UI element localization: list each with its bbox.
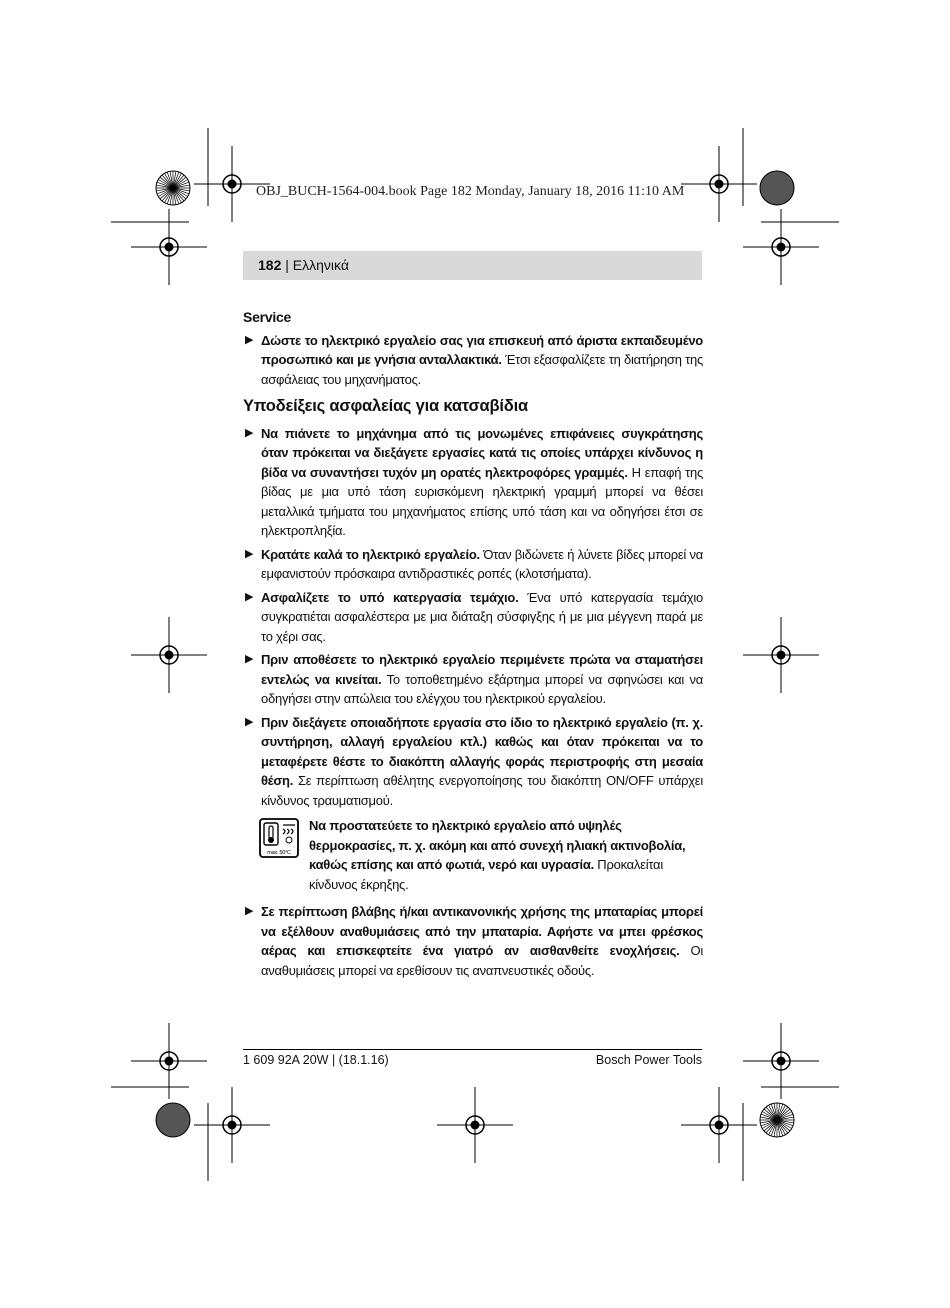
list-item <box>243 902 703 980</box>
thermometer-sun-icon <box>259 818 299 858</box>
registration-mark <box>131 617 207 693</box>
footer-divider <box>243 1049 702 1050</box>
list-item <box>243 588 703 647</box>
page-header <box>258 257 349 273</box>
item-bold-text: Ασφαλίζετε το υπό κατεργασία τεμάχιο. <box>261 589 519 605</box>
item-bold-text: Κρατάτε καλά το ηλεκτρικό εργαλείο. <box>261 546 480 562</box>
item-text: Ένα υπό κατεργασία τεμάχιο συγκρατιέται ασφαλέστερα με μια διάταξη σύσφιγξης ή με μια μέγγενη παρά με το χέρι σας. <box>261 589 703 644</box>
grey-dot-mark <box>760 171 794 205</box>
bullet-arrow-icon: ▶ <box>245 426 254 439</box>
footer-brand: Bosch Power Tools <box>595 1053 702 1067</box>
registration-mark <box>681 146 757 222</box>
item-bold-text: Σε περίπτωση βλάβης ή/και αντικανονικής χρήσης της μπαταρίας μπορεί να εξέλθουν αναθυμιάσεις από την μπαταρία. Αφήστε να μπει φρέσκος αέρας και επισκεφτείτε ένα γιατρό αν αισθανθείτε ενοχλήσεις. <box>261 904 703 958</box>
bullet-arrow-icon: ▶ <box>245 715 254 728</box>
registration-mark <box>681 1087 757 1163</box>
footer-doc-number: 1 609 92A 20W | (18.1.16) <box>243 1053 389 1067</box>
item-text: Σε περίπτωση αθέλητης ενεργοποίησης του διακόπτη ON/OFF υπάρχει κίνδυνος τραυματισμού. <box>261 773 703 808</box>
registration-mark <box>743 209 819 285</box>
icon-label: max. 50°C <box>267 850 291 856</box>
item-bold-text: Δώστε το ηλεκτρικό εργαλείο σας για επισκευή από άριστα εκπαιδευμένο προσωπικό και με γνήσια ανταλλακτικά. <box>261 332 703 367</box>
printer-slug: OBJ_BUCH-1564-004.book Page 182 Monday, January 18, 2016 11:10 AM <box>256 184 685 199</box>
list-item <box>243 713 703 811</box>
registration-mark <box>743 1023 819 1099</box>
page-content <box>243 308 703 984</box>
list-item <box>243 650 703 709</box>
bullet-arrow-icon: ▶ <box>245 590 254 603</box>
item-text: Οι αναθυμιάσεις μπορεί να ερεθίσουν τις αναπνευστικές οδούς. <box>261 943 703 978</box>
item-text: Έτσι εξασφαλίζετε τη διατήρηση της ασφάλειας του μηχανήματος. <box>261 352 703 387</box>
bullet-arrow-icon: ▶ <box>245 333 254 346</box>
service-heading: Service <box>243 309 292 325</box>
registration-mark <box>131 1023 207 1099</box>
item-bold-text: Να πιάνετε το μηχάνημα από τις μονωμένες επιφάνειες συγκράτησης όταν πρόκειται να διεξάγετε εργασίες κατά τις οποίες υπάρχει κίνδυνος η βίδα να συναντήσει τυχόν μη ορατές ηλεκτροφόρες γραμμές. <box>261 425 703 480</box>
item-text: Η επαφή της βίδας με μια υπό τάση ευρισκόμενη ηλεκτρική γραμμή μπορεί να θέσει μεταλλικά τμήματα του μηχανήματος επίσης υπό τάση και να οδηγήσει έτσι σε ηλεκτροπληξία. <box>261 464 703 538</box>
registration-mark <box>743 617 819 693</box>
header-separator: | <box>281 257 293 273</box>
item-text: Όταν βιδώνετε ή λύνετε βίδες μπορεί να εμφανιστούν πρόσκαιρα αντιδραστικές ροπές (κλοτσήματα). <box>261 546 703 581</box>
bullet-arrow-icon: ▶ <box>245 653 254 665</box>
grey-dot-mark <box>156 1103 190 1137</box>
registration-mark <box>194 1087 270 1163</box>
list-item <box>243 545 703 584</box>
item-text: Το τοποθετημένο εξάρτημα μπορεί να σφηνώσει και να οδηγήσει στην απώλεια του ελέγχου του ηλεκτρικού εργαλείου. <box>261 671 703 706</box>
section-heading: Υποδείξεις ασφαλείας για κατσαβίδια <box>243 397 528 415</box>
item-bold-text: Πριν διεξάγετε οποιαδήποτε εργασία στο ίδιο το ηλεκτρικό εργαλείο (π. χ. συντήρηση, αλλαγή εργαλείου κτλ.) καθώς και όταν πρόκειται να το μεταφέρετε θέστε το διακόπτη αλλαγής φοράς περιστροφής στη μεσαία θέση. <box>261 714 703 788</box>
bullet-arrow-icon: ▶ <box>245 905 254 917</box>
registration-mark <box>131 209 207 285</box>
list-item <box>243 331 703 390</box>
starburst-mark <box>156 171 190 205</box>
item-text: Προκαλείται κίνδυνος έκρηξης. <box>309 857 663 892</box>
item-bold-text: Να προστατεύετε το ηλεκτρικό εργαλείο από υψηλές θερμοκρασίες, π. χ. ακόμη και από συνεχή ηλιακή ακτινοβολία, καθώς επίσης και από φωτιά, νερό και υγρασία. <box>309 818 686 872</box>
list-item <box>243 424 703 541</box>
temperature-warning <box>243 816 703 894</box>
starburst-mark <box>760 1103 794 1137</box>
registration-mark <box>437 1087 513 1163</box>
header-language: Ελληνικά <box>292 257 349 273</box>
bullet-arrow-icon: ▶ <box>245 547 254 560</box>
page-number: 182 <box>258 257 282 273</box>
item-bold-text: Πριν αποθέσετε το ηλεκτρικό εργαλείο περιμένετε πρώτα να σταματήσει εντελώς να κινείται. <box>261 652 703 687</box>
